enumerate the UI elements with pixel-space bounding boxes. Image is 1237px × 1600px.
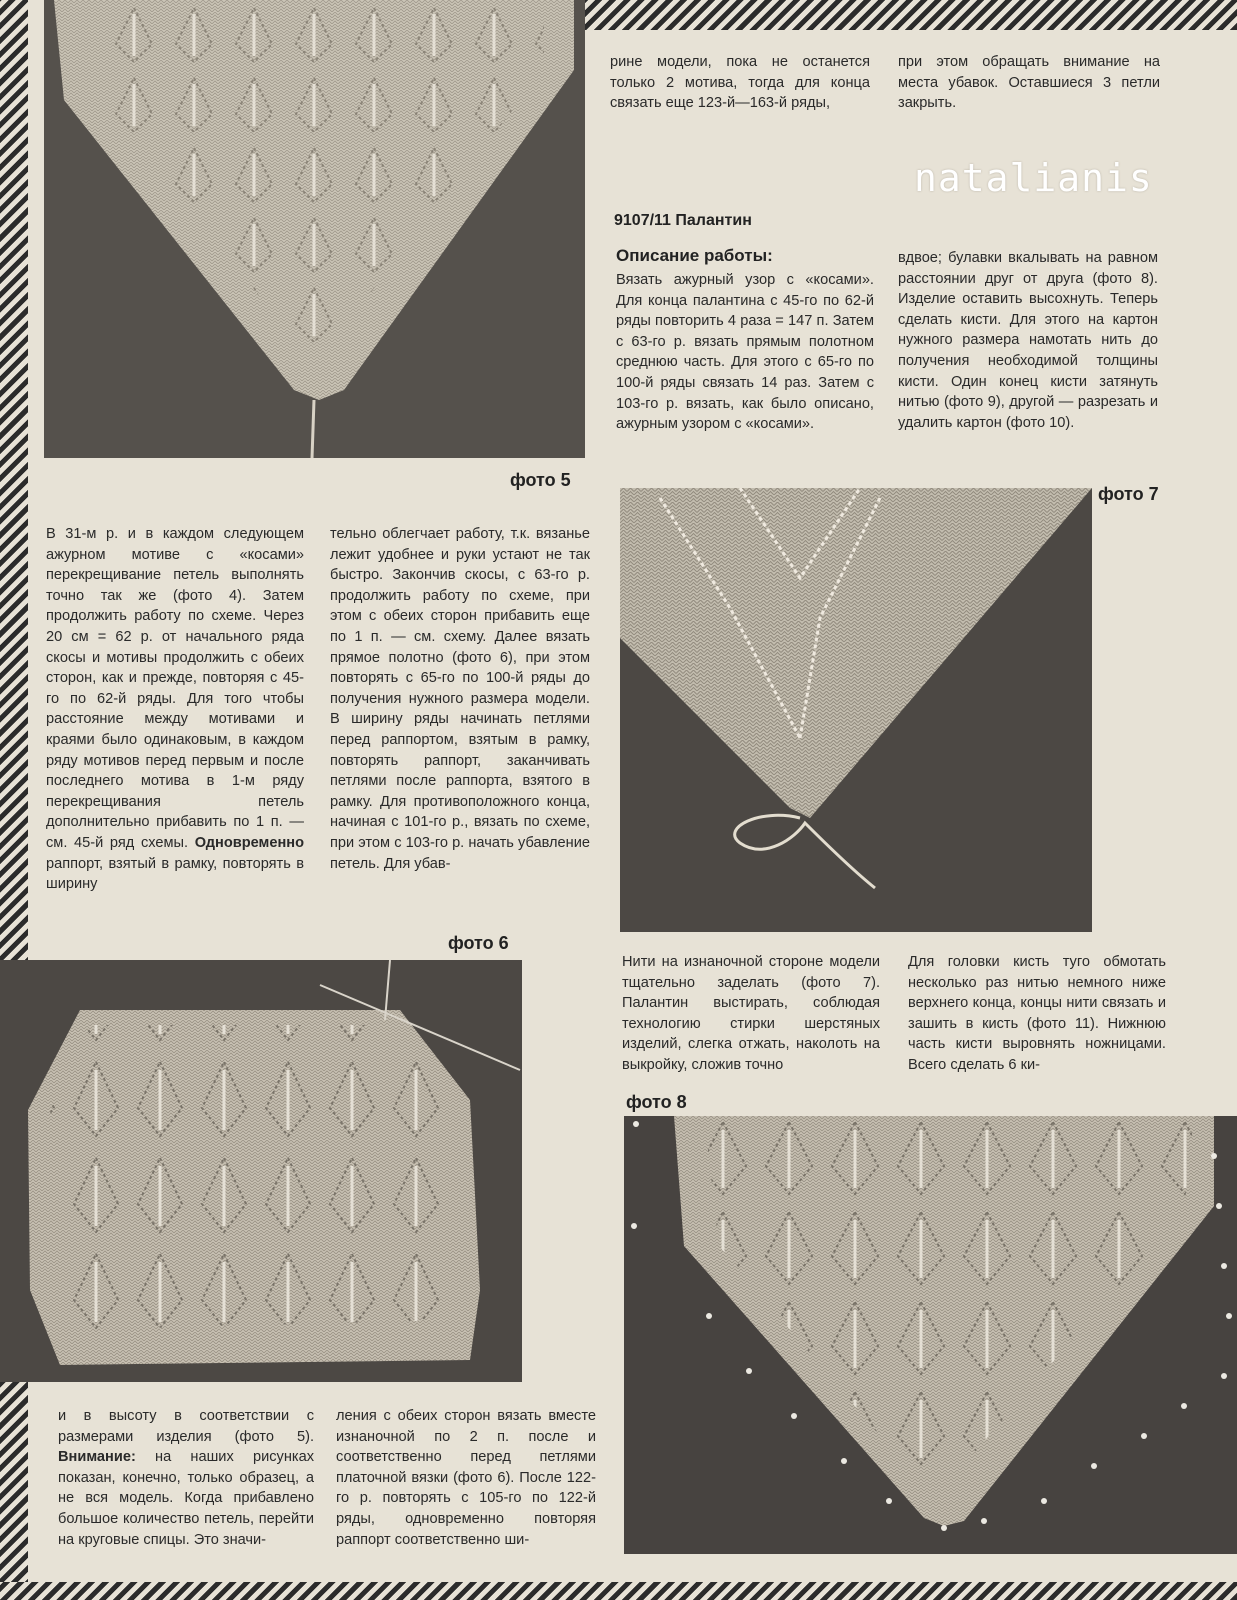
photo-6-knitted-panel bbox=[0, 960, 522, 1382]
right-mid-text-column-1: Нити на изнаночной стороне модели тщательно заделать (фото 7). Палантин выстирать, соблюдая технологию стирки шерстяных изделий, слегка отжать, наколоть на выкройку, сложив точно bbox=[622, 954, 880, 1073]
bottom-text-column-1-part-2: на наших рисунках показан, конечно, только образец, а не вся модель. Когда прибавлено большое количество петель, перейти на круговые спицы. Это значи- bbox=[58, 1449, 314, 1548]
photo-6-caption: фото 6 bbox=[448, 933, 509, 953]
model-title: 9107/11 Палантин bbox=[614, 212, 752, 229]
description-title: Описание работы: bbox=[616, 246, 773, 265]
mid-text-column-1 bbox=[46, 524, 304, 895]
top-text-column-3: при этом обращать внимание на места убавок. Оставшиеся 3 петли закрыть. bbox=[898, 54, 1160, 112]
decorative-stripes-top bbox=[585, 0, 1237, 30]
mid-text-column-2: тельно облегчает работу, т.к. вязанье лежит удобнее и руки устают не так быстро. Закончив скосы, с 63-го р. продолжить работу по схеме, при этом с обеих сторон прибавить еще по 1 п. — см. схему. Далее вязать прямое полотно (фото 6), при этом повторять с 65-го по 100-й ряды до получения нужного размера модели. В ширину ряды начинать петлями перед раппортом, взятым в рамку, повторять раппорт, заканчивать петлями после раппорта, взятого в рамку. Для противоположного конца, начиная с 101-го р., вязать по схеме, при этом с 103-го р. начать убавление петель. Для убав- bbox=[330, 526, 590, 872]
top-text-column-2: рине модели, пока не останется только 2 мотива, тогда для конца связать еще 123-й—163-й ряды, bbox=[610, 54, 870, 112]
right-mid-text-column-2: Для головки кисть туго обмотать несколько раз нитью немного ниже верхнего конца, концы нити связать и зашить в кисть (фото 11). Нижнюю часть кисти выровнять ножницами. Всего сделать 6 ки- bbox=[908, 954, 1166, 1073]
mid-text-column-1-part-2: раппорт, взятый в рамку, повторять в ширину bbox=[46, 855, 304, 893]
mid-text-column-1-bold: Одновременно bbox=[194, 834, 304, 851]
bottom-text-column-1 bbox=[58, 1406, 314, 1550]
photo-5-caption: фото 5 bbox=[510, 470, 571, 490]
bottom-text-column-1-bold: Внимание: bbox=[58, 1449, 136, 1466]
photo-8-pinned-shawl bbox=[624, 1116, 1237, 1554]
photo-5-knitted-point bbox=[44, 0, 585, 458]
watermark: natalianis bbox=[914, 156, 1153, 200]
photo-8-caption: фото 8 bbox=[626, 1092, 687, 1112]
mid-text-column-1-part-1: В 31-м р. и в каждом следующем ажурном мотиве с «косами» перекрещивание петель выполнять точно так же (фото 4). Затем продолжить работу по схеме. Через 20 см = 62 р. от начального ряда скосы и мотивы продолжить с обеих сторон, как и прежде, повторяя с 45-го по 62-й ряды. Для того чтобы расстояние между мотивами и краями было одинаковым, в каждом ряду мотивов перед первым и после последнего мотива в 1-м ряду перекрещивания петель дополнительно прибавить по 1 п. — см. 45-й ряд схемы. bbox=[46, 526, 304, 851]
photo-7-caption: фото 7 bbox=[1098, 484, 1159, 504]
bottom-text-column-2: ления с обеих сторон вязать вместе изнаночной по 2 п. после и соответственно перед петлями платочной вязки (фото 6). После 122-го р. повторять с 105-го по 122-й ряды, одновременно повторяя раппорт соответственно ши- bbox=[336, 1408, 596, 1548]
photo-7-shawl-corner bbox=[620, 488, 1092, 932]
model-text-column-2: вдвое; булавки вкалывать на равном расстоянии друг от друга (фото 8). Изделие оставить высохнуть. Теперь сделать кисти. Для этого на картон нужного размера намотать нить до получения необходимой толщины кисти. Один конец кисти затянуть нитью (фото 9), другой — разрезать и удалить картон (фото 10). bbox=[898, 250, 1158, 431]
decorative-stripes-bottom bbox=[0, 1582, 1237, 1600]
bottom-text-column-1-part-1: и в высоту в соответствии с размерами изделия (фото 5). bbox=[58, 1408, 314, 1445]
model-text-column-1: Вязать ажурный узор с «косами». Для конца палантина с 45-го по 62-й ряды повторить 4 раза = 147 п. Затем с 63-го р. вязать прямым полотном среднюю часть. Для этого с 65-го по 100-й ряды связать 14 раз. Затем с 103-го р. вязать, как было описано, ажурным узором с «косами». bbox=[616, 272, 874, 433]
